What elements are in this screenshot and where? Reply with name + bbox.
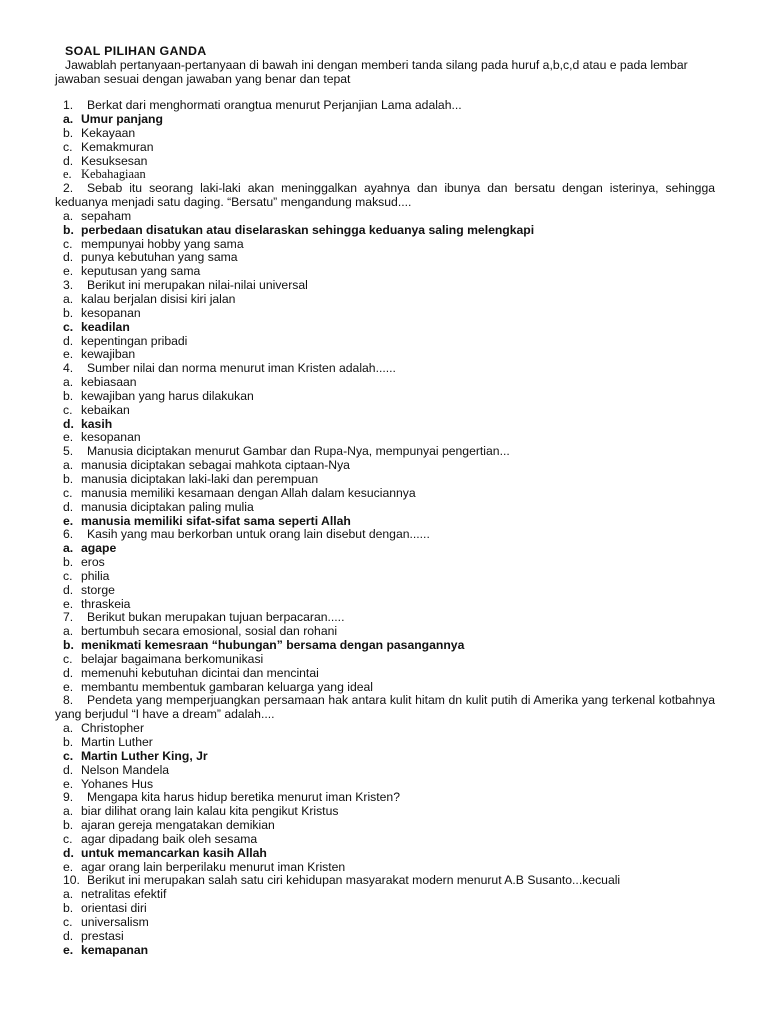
option-letter: d. <box>63 416 74 431</box>
option-text: menikmati kemesraan “hubungan” bersama dengan pasangannya <box>81 638 465 653</box>
answer-option <box>55 819 715 833</box>
option-letter: d. <box>63 665 74 680</box>
answer-option <box>55 459 715 473</box>
question-text <box>55 279 715 293</box>
option-letter: b. <box>63 638 74 653</box>
question-prompt: Sumber nilai dan norma menurut iman Kristen adalah...... <box>87 361 396 376</box>
option-text: manusia diciptakan paling mulia <box>81 499 254 514</box>
answer-option-correct <box>55 639 715 653</box>
question-number: 10. <box>63 873 80 888</box>
answer-option <box>55 487 715 501</box>
question-number: 4. <box>63 361 74 376</box>
option-letter: a. <box>63 721 74 736</box>
option-letter: c. <box>63 568 73 583</box>
option-text: kemapanan <box>81 942 149 957</box>
option-text: kebaikan <box>81 402 130 417</box>
answer-option <box>55 293 715 307</box>
option-text: netralitas efektif <box>81 887 167 902</box>
option-text: kebiasaan <box>81 375 137 390</box>
option-text: eros <box>81 555 105 570</box>
answer-option <box>55 251 715 265</box>
option-letter: a. <box>63 541 74 556</box>
option-text: kesopanan <box>81 305 141 320</box>
answer-option-correct <box>55 944 715 958</box>
option-letter: e. <box>63 596 74 611</box>
option-text: untuk memancarkan kasih Allah <box>81 845 267 860</box>
option-letter: d. <box>63 845 74 860</box>
option-text: Kesuksesan <box>81 153 148 168</box>
answer-option <box>55 598 715 612</box>
option-letter: e. <box>63 430 74 445</box>
question-5 <box>55 445 715 528</box>
question-prompt: Pendeta yang memperjuangkan persamaan hak antara kulit hitam dn kulit putih di Amerika yang terkenal kotbahnya yang berjudul “I have a dream” adalah.... <box>55 693 715 722</box>
answer-option <box>55 888 715 902</box>
option-letter: c. <box>63 485 73 500</box>
answer-option <box>55 127 715 141</box>
option-letter: b. <box>63 901 74 916</box>
answer-option <box>55 376 715 390</box>
option-text: philia <box>81 568 110 583</box>
option-letter: b. <box>63 125 74 140</box>
answer-option <box>55 307 715 321</box>
option-letter: d. <box>63 582 74 597</box>
answer-option-correct <box>55 321 715 335</box>
option-letter: c. <box>63 831 73 846</box>
answer-option <box>55 833 715 847</box>
answer-option-correct <box>55 418 715 432</box>
question-text <box>55 528 715 542</box>
option-letter: e. <box>63 264 74 279</box>
answer-option <box>55 141 715 155</box>
option-letter: a. <box>63 804 74 819</box>
question-3 <box>55 279 715 362</box>
option-text: Kebahagiaan <box>81 167 146 182</box>
option-letter: c. <box>63 402 73 417</box>
answer-option-correct <box>55 224 715 238</box>
option-text: membantu membentuk gambaran keluarga yang ideal <box>81 679 373 694</box>
answer-option <box>55 916 715 930</box>
option-letter: c. <box>63 651 73 666</box>
question-10 <box>55 874 715 957</box>
option-letter: e. <box>63 347 74 362</box>
option-letter: e. <box>63 167 72 182</box>
answer-option <box>55 722 715 736</box>
answer-option <box>55 404 715 418</box>
option-letter: b. <box>63 388 74 403</box>
question-2 <box>55 182 715 279</box>
answer-option <box>55 155 715 169</box>
option-letter: e. <box>63 679 74 694</box>
option-letter: d. <box>63 153 74 168</box>
answer-option-correct <box>55 515 715 529</box>
worksheet-title: SOAL PILIHAN GANDA <box>65 44 207 58</box>
option-text: manusia diciptakan laki-laki dan perempuan <box>81 471 319 486</box>
question-9 <box>55 791 715 874</box>
option-text: Martin Luther King, Jr <box>81 748 208 763</box>
option-letter: c. <box>63 319 74 334</box>
option-letter: a. <box>63 208 74 223</box>
option-text: memenuhi kebutuhan dicintai dan mencintai <box>81 665 319 680</box>
answer-option <box>55 348 715 362</box>
question-prompt: Berikut ini merupakan nilai-nilai universal <box>87 278 308 293</box>
option-text: universalism <box>81 914 149 929</box>
option-text: Martin Luther <box>81 735 153 749</box>
answer-option <box>55 625 715 639</box>
option-letter: d. <box>63 250 74 265</box>
option-letter: e. <box>63 513 74 528</box>
option-letter: b. <box>63 555 74 570</box>
question-number: 9. <box>63 790 74 805</box>
option-text: Kemakmuran <box>81 139 154 154</box>
option-letter: e. <box>63 859 74 874</box>
answer-option <box>55 390 715 404</box>
answer-option-correct <box>55 113 715 127</box>
option-letter: b. <box>63 471 74 486</box>
answer-option-correct <box>55 847 715 861</box>
question-prompt: Mengapa kita harus hidup beretika menurut iman Kristen? <box>87 790 400 805</box>
answer-option-correct <box>55 542 715 556</box>
answer-option <box>55 861 715 875</box>
option-text: thraskeia <box>81 596 131 611</box>
question-6 <box>55 528 715 611</box>
question-number: 5. <box>63 444 74 459</box>
option-letter: c. <box>63 748 74 763</box>
option-text: kepentingan pribadi <box>81 333 188 348</box>
question-number: 2. <box>63 181 74 196</box>
question-text <box>55 99 715 113</box>
option-text: sepaham <box>81 208 132 223</box>
option-text: agape <box>81 541 117 556</box>
option-text: keputusan yang sama <box>81 264 201 279</box>
option-text: orientasi diri <box>81 901 147 916</box>
option-text: agar orang lain berperilaku menurut iman Kristen <box>81 859 346 874</box>
option-text: bertumbuh secara emosional, sosial dan rohani <box>81 624 338 639</box>
option-text: Kekayaan <box>81 125 136 140</box>
option-text: prestasi <box>81 928 124 943</box>
question-8 <box>55 694 715 791</box>
answer-option <box>55 335 715 349</box>
instruction-text: Jawablah pertanyaan-pertanyaan di bawah ini dengan memberi tanda silang pada huruf a,b,c,d atau e pada lembar jawaban sesuai dengan jawaban yang benar dan tepat <box>55 58 688 86</box>
question-prompt: Kasih yang mau berkorban untuk orang lain disebut dengan...... <box>87 527 430 542</box>
option-text: belajar bagaimana berkomunikasi <box>81 651 264 666</box>
option-letter: c. <box>63 914 73 929</box>
option-letter: a. <box>63 112 74 127</box>
option-letter: e. <box>63 776 74 791</box>
answer-option <box>55 930 715 944</box>
option-text: keadilan <box>81 319 130 334</box>
question-number: 3. <box>63 278 74 293</box>
question-number: 1. <box>63 98 74 113</box>
question-number: 8. <box>63 693 74 708</box>
answer-option <box>55 764 715 778</box>
question-text <box>55 874 715 888</box>
answer-option <box>55 265 715 279</box>
answer-option <box>55 736 715 750</box>
option-text: storge <box>81 582 115 597</box>
option-text: kewajiban yang harus dilakukan <box>81 388 254 403</box>
option-letter: c. <box>63 139 73 154</box>
option-letter: a. <box>63 375 74 390</box>
answer-option <box>55 238 715 252</box>
answer-option <box>55 210 715 224</box>
answer-option <box>55 431 715 445</box>
option-text: agar dipadang baik oleh sesama <box>81 831 258 846</box>
option-text: kalau berjalan disisi kiri jalan <box>81 292 236 306</box>
question-number: 7. <box>63 610 74 625</box>
question-4 <box>55 362 715 445</box>
question-number: 6. <box>63 527 74 542</box>
question-text <box>55 182 715 210</box>
option-letter: c. <box>63 236 73 251</box>
question-text <box>55 611 715 625</box>
worksheet <box>55 44 715 958</box>
answer-option <box>55 902 715 916</box>
answer-option-correct <box>55 750 715 764</box>
answer-option <box>55 778 715 792</box>
question-prompt: Sebab itu seorang laki-laki akan meninggalkan ayahnya dan ibunya dan bersatu dengan isterinya, sehingga keduanya menjadi satu daging. “Bersatu” mengandung maksud.... <box>55 181 715 210</box>
option-letter: b. <box>63 305 74 320</box>
option-letter: d. <box>63 762 74 777</box>
option-text: perbedaan disatukan atau diselaraskan sehingga keduanya saling melengkapi <box>81 222 535 237</box>
question-text <box>55 791 715 805</box>
option-text: Umur panjang <box>81 112 163 127</box>
option-letter: a. <box>63 458 74 473</box>
option-text: punya kebutuhan yang sama <box>81 250 238 265</box>
option-text: mempunyai hobby yang sama <box>81 236 244 251</box>
question-prompt: Manusia diciptakan menurut Gambar dan Rupa-Nya, mempunyai pengertian... <box>87 444 510 459</box>
question-prompt: Berikut bukan merupakan tujuan berpacaran..... <box>87 610 345 625</box>
answer-option <box>55 556 715 570</box>
option-letter: a. <box>63 624 74 639</box>
question-1 <box>55 99 715 182</box>
option-text: manusia memiliki sifat-sifat sama seperti Allah <box>81 513 351 528</box>
option-letter: d. <box>63 333 74 348</box>
option-text: kewajiban <box>81 347 136 362</box>
option-text: ajaran gereja mengatakan demikian <box>81 818 275 833</box>
option-text: Nelson Mandela <box>81 762 170 777</box>
answer-option <box>55 681 715 695</box>
answer-option <box>55 667 715 681</box>
option-text: Yohanes Hus <box>81 776 154 791</box>
answer-option <box>55 570 715 584</box>
option-text: biar dilihat orang lain kalau kita pengikut Kristus <box>81 804 339 819</box>
option-text: manusia diciptakan sebagai mahkota ciptaan-Nya <box>81 458 350 473</box>
answer-option <box>55 584 715 598</box>
option-text: Christopher <box>81 721 144 736</box>
question-text <box>55 362 715 376</box>
option-letter: b. <box>63 735 74 749</box>
option-letter: a. <box>63 292 74 306</box>
question-text <box>55 694 715 722</box>
answer-option <box>55 653 715 667</box>
option-letter: d. <box>63 499 74 514</box>
answer-option <box>55 168 715 182</box>
option-letter: d. <box>63 928 74 943</box>
option-letter: b. <box>63 818 74 833</box>
option-letter: e. <box>63 942 74 957</box>
answer-option <box>55 805 715 819</box>
question-prompt: Berkat dari menghormati orangtua menurut Perjanjian Lama adalah... <box>87 98 462 113</box>
option-text: kasih <box>81 416 113 431</box>
option-text: manusia memiliki kesamaan dengan Allah dalam kesuciannya <box>81 485 416 500</box>
answer-option <box>55 473 715 487</box>
option-letter: a. <box>63 887 74 902</box>
answer-option <box>55 501 715 515</box>
option-text: kesopanan <box>81 430 141 445</box>
question-text <box>55 445 715 459</box>
question-prompt: Berikut ini merupakan salah satu ciri kehidupan masyarakat modern menurut A.B Susanto...kecuali <box>87 873 621 888</box>
question-list <box>55 99 715 957</box>
option-letter: b. <box>63 222 74 237</box>
question-7 <box>55 611 715 694</box>
